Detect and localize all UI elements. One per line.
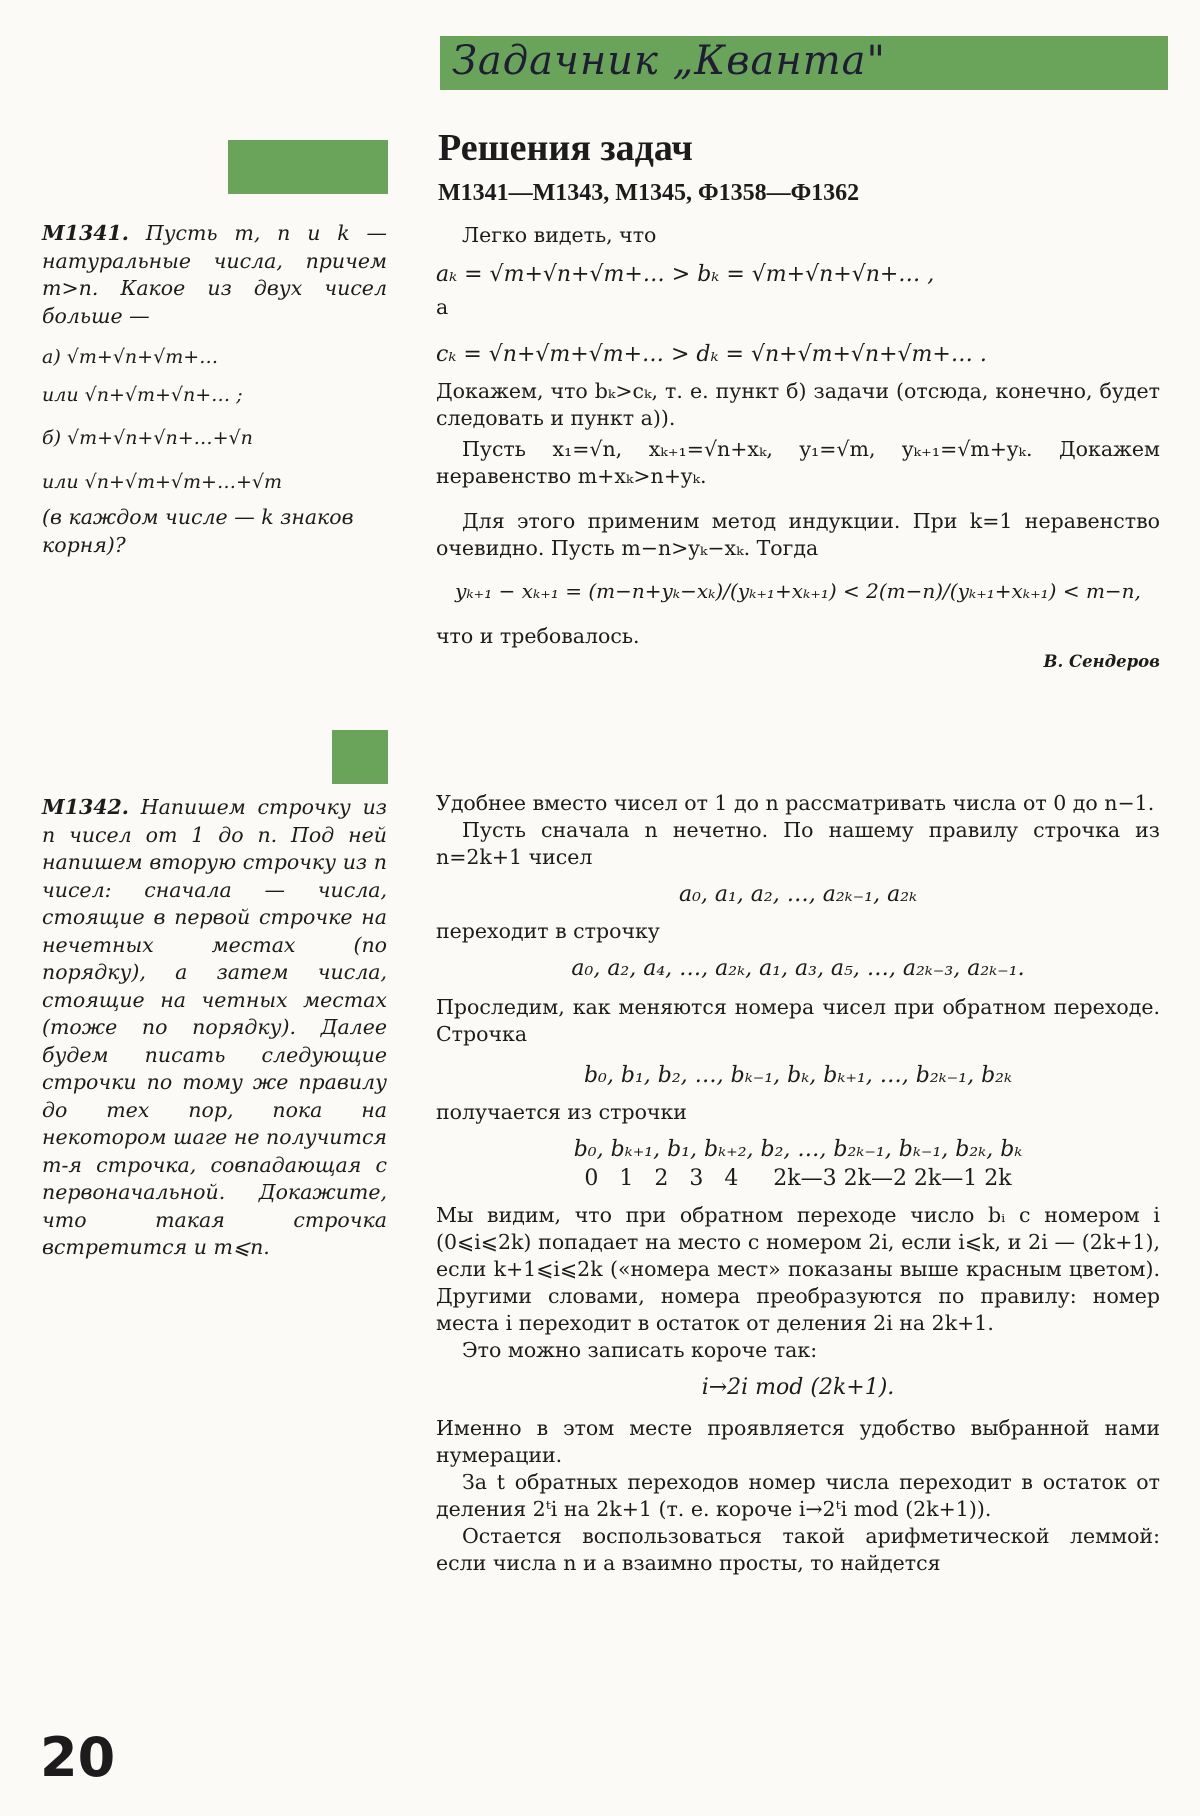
problem-label: М1342. bbox=[42, 795, 129, 819]
problem-note: (в каждом числе — k знаков корня)? bbox=[42, 505, 354, 557]
sol2-p5: получается из строчки bbox=[436, 1100, 687, 1124]
author: В. Сендеров bbox=[1043, 652, 1160, 671]
formula-1: aₖ = √m+√n+√m+… > bₖ = √m+√n+√n+… , bbox=[436, 262, 935, 287]
section-subtitle: М1341—М1343, М1345, Ф1358—Ф1362 bbox=[438, 180, 860, 206]
sol2-p8: Именно в этом месте проявляется удобство выбранной нами нумерации. bbox=[436, 1416, 1160, 1467]
problem-label: М1341. bbox=[42, 221, 129, 245]
sequence-3: b₀, b₁, b₂, …, bₖ₋₁, bₖ, bₖ₊₁, …, b₂ₖ₋₁, b₂ₖ bbox=[583, 1063, 1013, 1088]
formula-3: yₖ₊₁ − xₖ₊₁ = (m−n+yₖ−xₖ)/(yₖ₊₁+xₖ₊₁) < 2(m−n)/(yₖ₊₁+xₖ₊₁) < m−n, bbox=[455, 579, 1141, 603]
problem-statement: Напишем строчку из n чисел от 1 до n. Под ней напишем вторую строчку из n чисел: сначала — числа, стоящие в первой строчке на нечетных местах (по порядку), а затем числа, стоящие на четных местах (тоже по порядку). Далее будем писать следующие строчки по тому же правилу до тех пор, пока на некотором шаге не получится m-я строчка, совпадающая с первоначальной. Докажите, что такая строчка встретится и m⩽n. bbox=[42, 795, 387, 1259]
problem-m1342 bbox=[42, 794, 387, 1262]
sol2-p3: переходит в строчку bbox=[436, 919, 660, 943]
option-b1: б) √m+√n+√n+…+√n bbox=[42, 427, 253, 449]
banner-title: Задачник „Кванта" bbox=[452, 38, 886, 84]
option-b2: или √n+√m+√m+…+√m bbox=[42, 470, 283, 493]
sol2-p7: Это можно записать короче так: bbox=[462, 1338, 818, 1362]
section-title: Решения задач bbox=[438, 127, 693, 169]
place-numbers: 0 1 2 3 4 2k—3 2k—2 2k—1 2k bbox=[584, 1166, 1012, 1191]
sol-p3: Для этого применим метод индукции. При k=1 неравенство очевидно. Пусть m−n>yₖ−xₖ. Тогда bbox=[436, 509, 1160, 560]
option-a1: а) √m+√n+√m+… bbox=[42, 346, 219, 368]
sol-p4: что и требовалось. bbox=[436, 624, 640, 648]
sol2-p2: Пусть сначала n нечетно. По нашему правилу строчка из n=2k+1 чисел bbox=[436, 818, 1160, 869]
header-banner bbox=[440, 36, 1168, 90]
green-marker-1 bbox=[228, 140, 388, 194]
sol-conj: а bbox=[436, 295, 449, 319]
sol-p2: Пусть x₁=√n, xₖ₊₁=√n+xₖ, y₁=√m, yₖ₊₁=√m+yₖ. Докажем неравенство m+xₖ>n+yₖ. bbox=[436, 437, 1160, 488]
problem-m1341 bbox=[42, 220, 387, 559]
sol2-p4: Проследим, как меняются номера чисел при обратном переходе. Строчка bbox=[436, 995, 1160, 1046]
sequence-2: a₀, a₂, a₄, …, a₂ₖ, a₁, a₃, a₅, …, a₂ₖ₋₃, a₂ₖ₋₁. bbox=[571, 956, 1025, 981]
sol-intro: Легко видеть, что bbox=[462, 223, 657, 247]
sol2-p9: За t обратных переходов номер числа переходит в остаток от деления 2ᵗi на 2k+1 (т. е. короче i→2ᵗi mod (2k+1)). bbox=[436, 1470, 1160, 1521]
sol2-p1: Удобнее вместо чисел от 1 до n рассматривать числа от 0 до n−1. bbox=[436, 791, 1155, 815]
option-a2: или √n+√m+√n+… ; bbox=[42, 383, 243, 406]
sequence-1: a₀, a₁, a₂, …, a₂ₖ₋₁, a₂ₖ bbox=[678, 882, 918, 907]
solution-m1341 bbox=[436, 222, 1160, 675]
problem-statement: Пусть m, n и k — натуральные числа, причем m>n. Какое из двух чисел больше — bbox=[42, 221, 387, 328]
page-number: 20 bbox=[40, 1726, 116, 1789]
sequence-4: b₀, bₖ₊₁, b₁, bₖ₊₂, b₂, …, b₂ₖ₋₁, bₖ₋₁, b₂ₖ, bₖ bbox=[573, 1137, 1023, 1162]
green-marker-2 bbox=[332, 730, 388, 784]
sol2-p6: Мы видим, что при обратном переходе число bᵢ с номером i (0⩽i⩽2k) попадает на место с номером 2i, если i⩽k, и 2i — (2k+1), если k+1⩽i⩽2k («номера мест» показаны выше красным цветом). Другими словами, номера преобразуются по правилу: номер места i переходит в остаток от деления 2i на 2k+1. bbox=[436, 1203, 1160, 1335]
formula-2: cₖ = √n+√m+√m+… > dₖ = √n+√m+√n+√m+… . bbox=[436, 342, 987, 367]
sol-p1: Докажем, что bₖ>cₖ, т. е. пункт б) задачи (отсюда, конечно, будет следовать и пункт а)). bbox=[436, 379, 1160, 430]
sol2-p10: Остается воспользоваться такой арифметической леммой: если числа n и a взаимно просты, то найдется bbox=[436, 1524, 1160, 1575]
mod-formula: i→2i mod (2k+1). bbox=[701, 1375, 895, 1400]
solution-m1342 bbox=[436, 790, 1160, 1577]
